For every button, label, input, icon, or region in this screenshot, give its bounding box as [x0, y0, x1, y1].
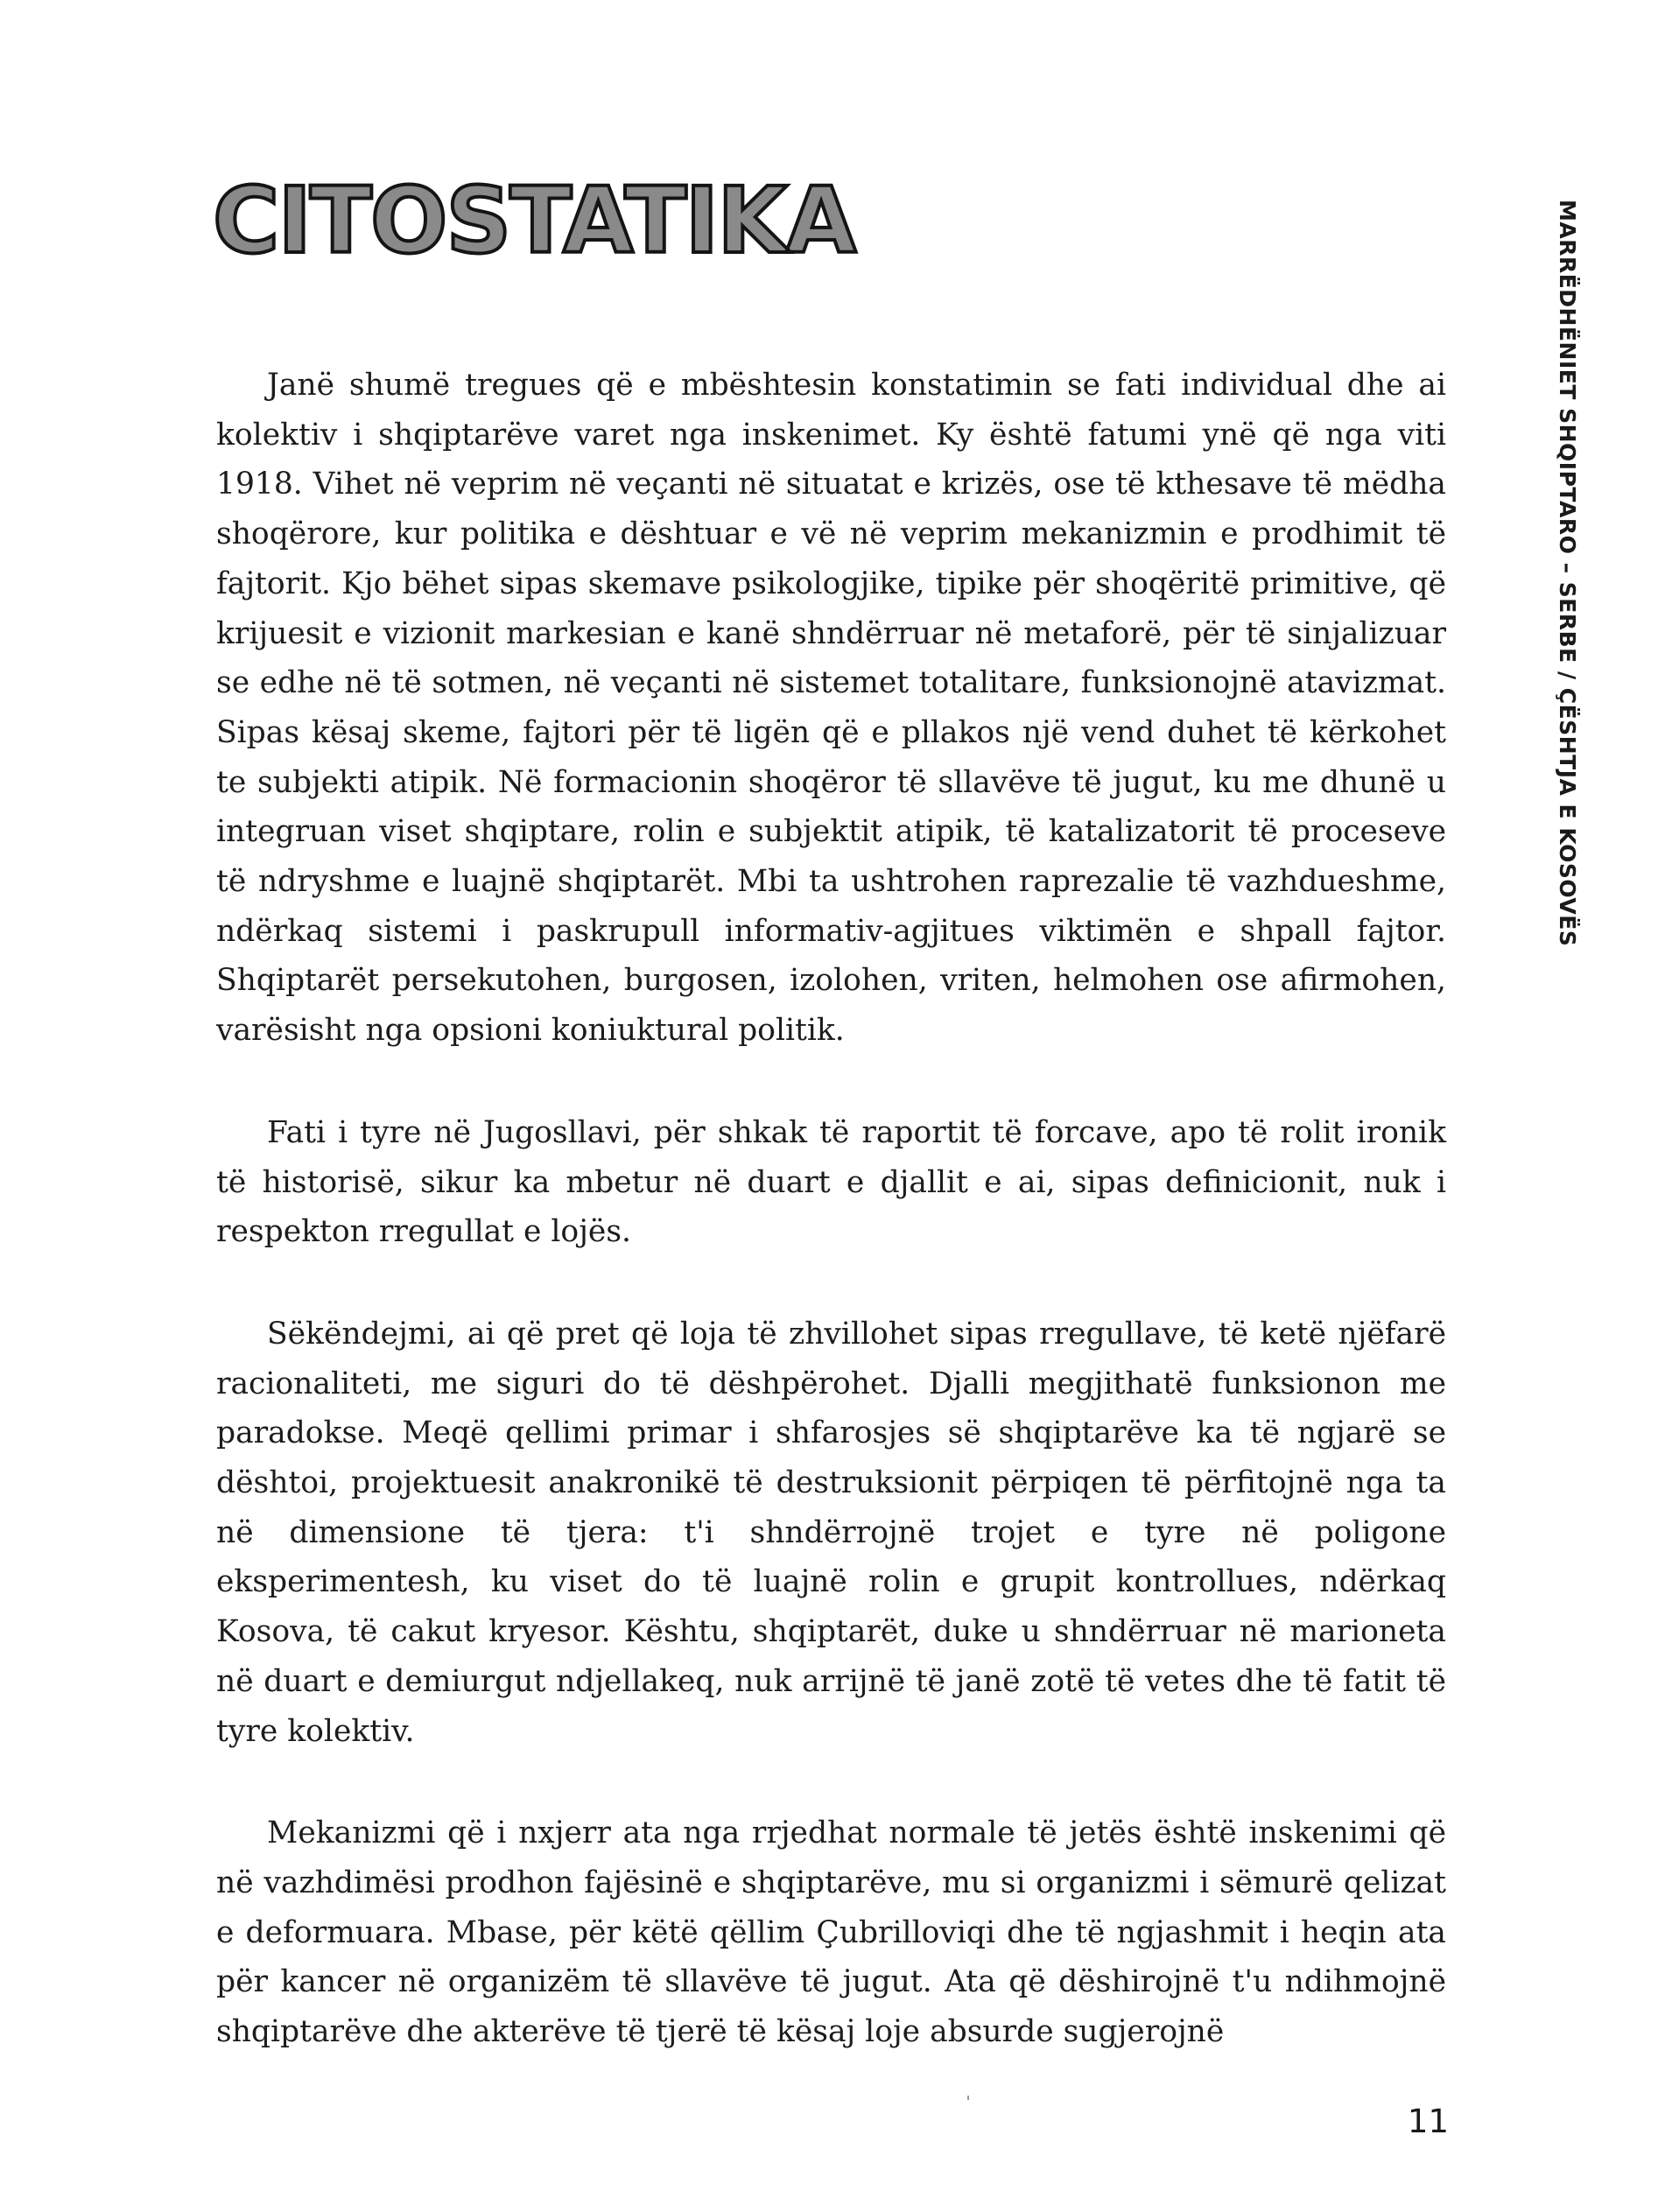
paragraph: Mekanizmi që i nxjerr ata nga rrjedhat normale të jetës është inskenimi që në vazhdimësi prodhon fajësinë e shqiptarëve, mu si organizmi i sëmurë qelizat e deformuara. Mbase, për këtë qëllim Çubrilloviqi dhe të ngjashmit i heqin ata për kancer në organizëm të sllavëve të jugut. Ata që dëshirojnë t'u ndihmojnë shqiptarëve dhe akterëve të tjerë të kësaj loje absurde sugjerojnë — [216, 1815, 1446, 2050]
paragraph: Janë shumë tregues që e mbështesin konstatimin se fati individual dhe ai kolektiv i shqiptarëve varet nga inskenimet. Ky është fatumi ynë që nga viti 1918. Vihet në veprim në veçanti në situatat e krizës, ose të kthesave të mëdha shoqërore, kur politika e dështuar e vë në veprim mekanizmin e prodhimit të fajtorit. Kjo bëhet sipas skemave psikologjike, tipike për shoqëritë primitive, që krijuesit e vizionit markesian e kanë shndërruar në metaforë, për të sinjalizuar se edhe në të sotmen, në veçanti në sistemet totalitare, funksionojnë atavizmat. Sipas kësaj skeme, fajtori për të ligën që e pllakos një vend duhet të kërkohet te subjekti atipik. Në formacionin shoqëror të sllavëve të jugut, ku me dhunë u integruan viset shqiptare, rolin e subjektit atipik, të katalizatorit të proceseve të ndryshme e luajnë shqiptarët. Mbi ta ushtrohen raprezalie të vazhdueshme, ndërkaq sistemi i paskrupull informativ-agjitues viktimën e shpall fajtor. Shqiptarët persekutohen, burgosen, izolohen, vriten, helmohen ose afirmohen, varësisht nga opsioni koniuktural politik. — [216, 368, 1446, 1049]
paragraph: Sëkëndejmi, ai që pret që loja të zhvillohet sipas rregullave, të ketë njëfarë racionaliteti, me siguri do të dëshpërohet. Djalli megjithatë funksionon me paradokse. Meqë qellimi primar i shfarosjes së shqiptarëve ka të ngjarë se dështoi, projektuesit anakronikë të destruksionit përpiqen të përfitojnë nga ta në dimensione të tjera: t'i shndërrojnë trojet e tyre në poligone eksperimentesh, ku viset do të luajnë rolin e grupit kontrollues, ndërkaq Kosova, të cakut kryesor. Kështu, shqiptarët, duke u shndërruar në marioneta në duart e demiurgut ndjellakeq, nuk arrijnë të janë zotë të vetes dhe të fatit të tyre kolektiv. — [216, 1316, 1446, 1749]
scan-speck — [967, 2096, 969, 2100]
running-header — [1555, 200, 1593, 1005]
body-text — [216, 361, 1446, 2057]
page-number: 11 — [1407, 2103, 1449, 2140]
chapter-title: CITOSTATIKA — [213, 167, 855, 274]
paragraph: Fati i tyre në Jugosllavi, për shkak të raportit të forcave, apo të rolit ironik të historisë, sikur ka mbetur në duart e djallit e ai, sipas definicionit, nuk i respekton rregullat e lojës. — [216, 1114, 1446, 1250]
running-header-text: MARRËDHËNIET SHQIPTARO – SERBE / ÇËSHTJA E KOSOVËS — [1555, 200, 1580, 947]
